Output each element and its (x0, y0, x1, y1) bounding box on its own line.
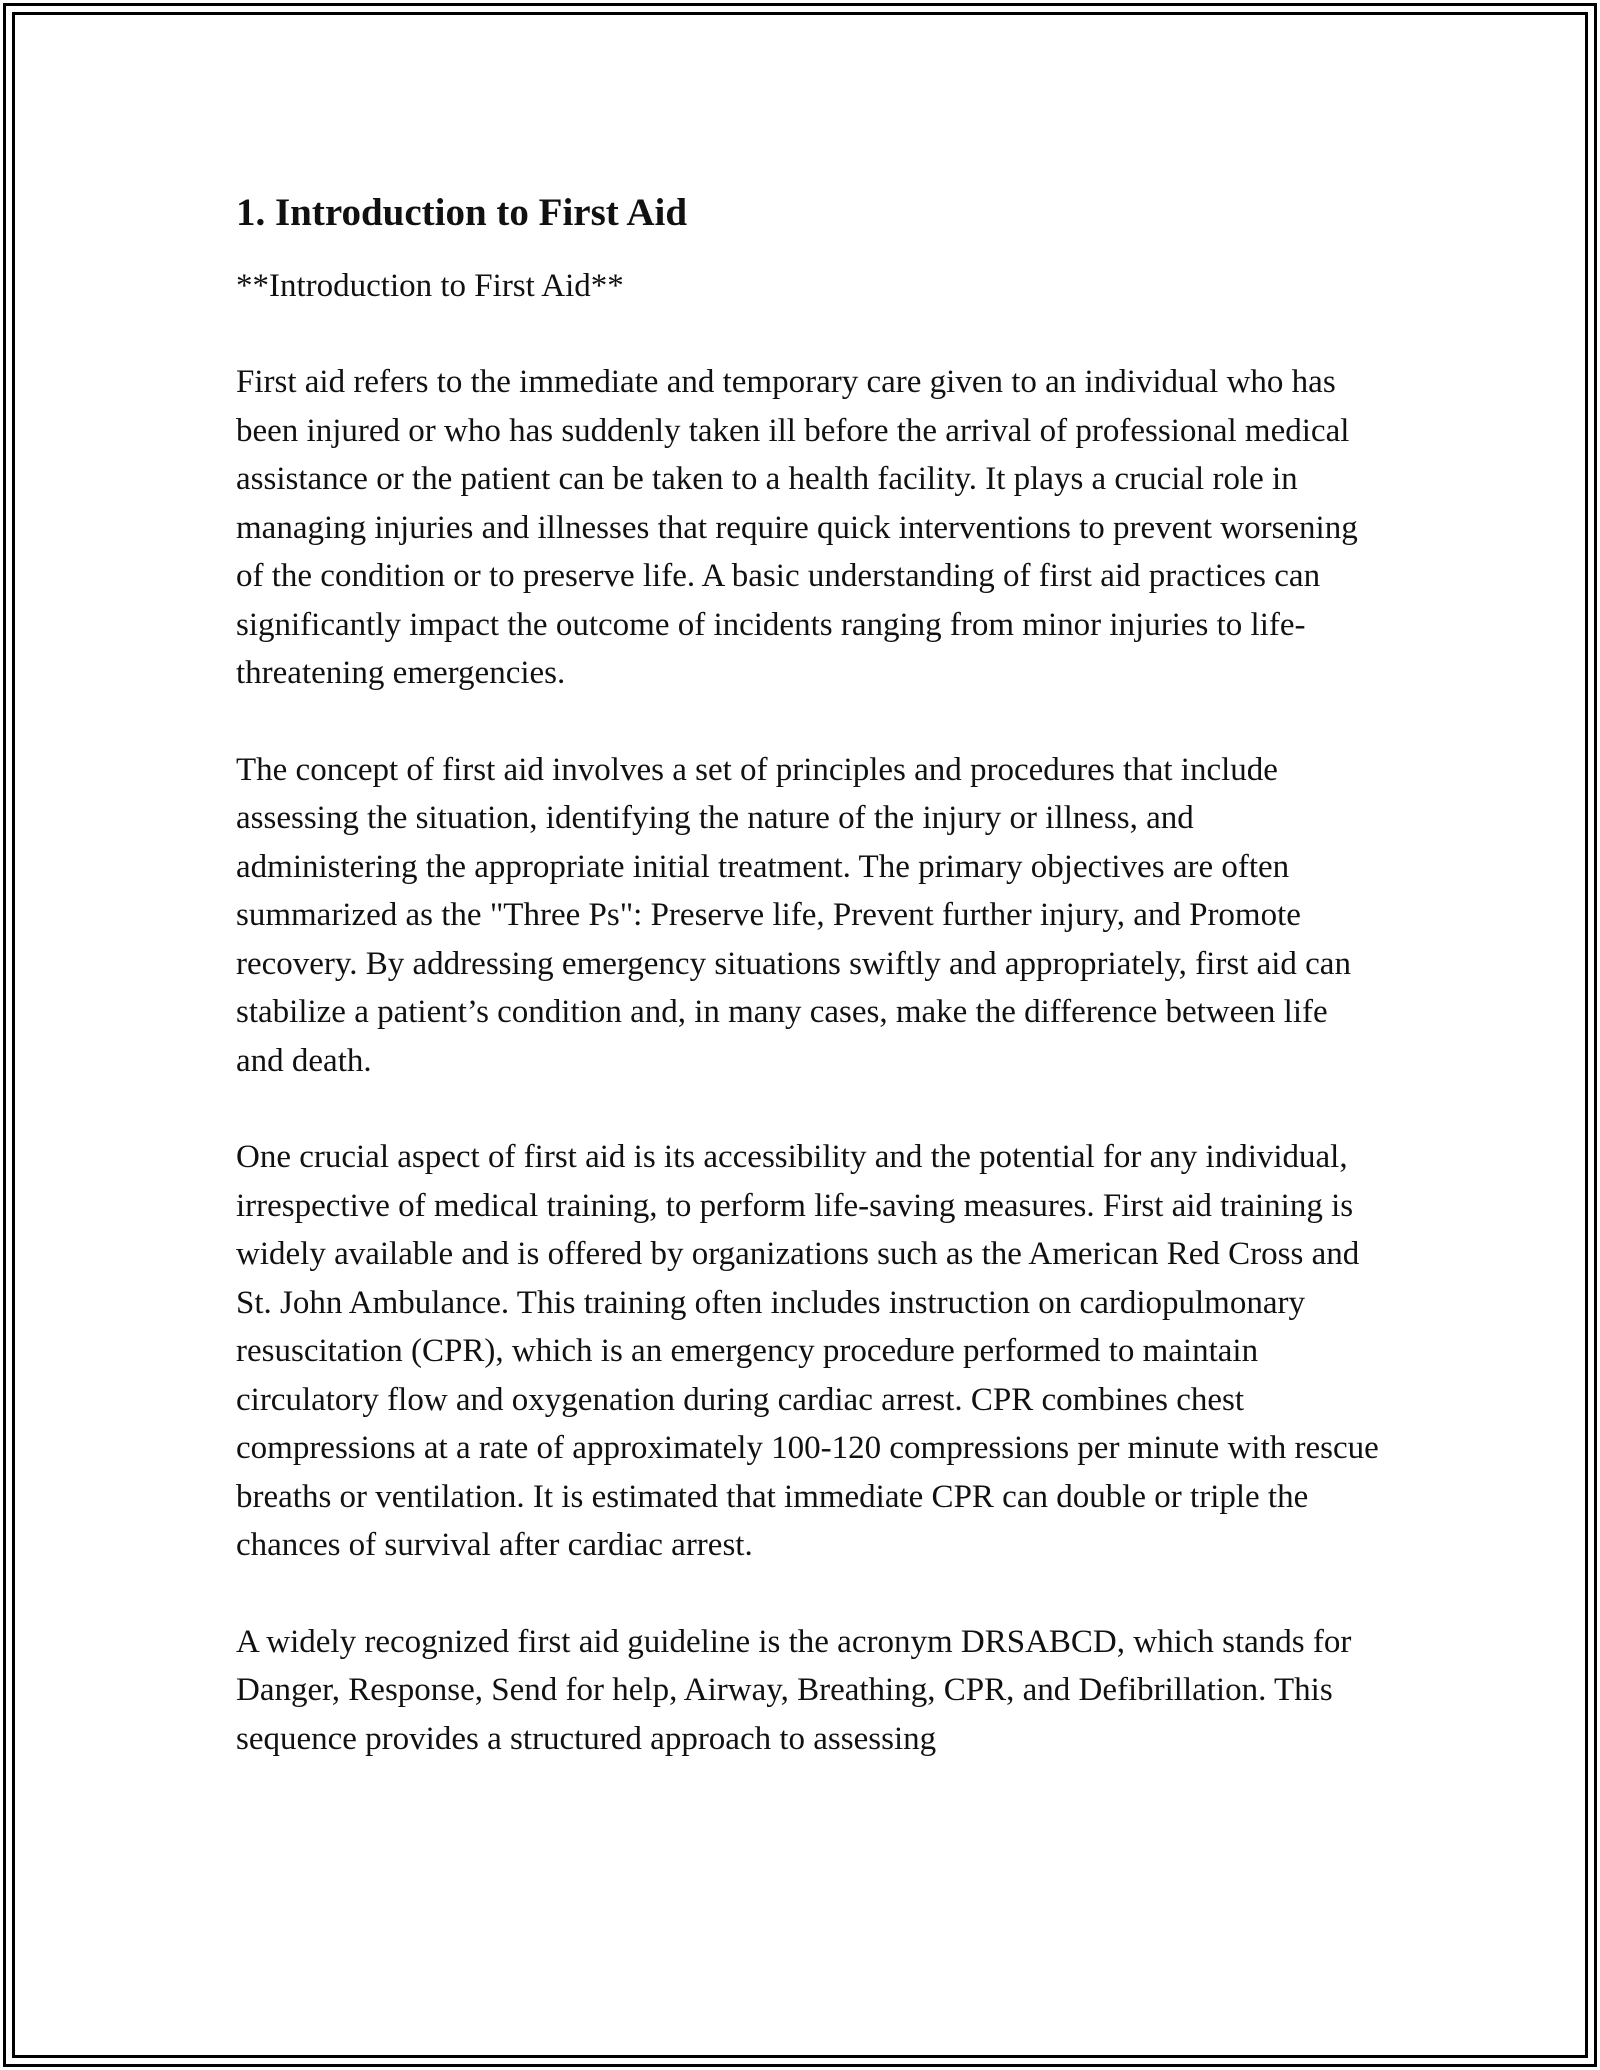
paragraph-accessibility: One crucial aspect of first aid is its accessibility and the potential for any individual, irrespective of medical training, to perform life-saving measures. First aid training is widely available and is offered by organizations such as the American Red Cross and St. John Ambulance. This training often includes instruction on cardiopulmonary resuscitation (CPR), which is an emergency procedure performed to maintain circulatory flow and oxygenation during cardiac arrest. CPR combines chest compressions at a rate of approximately 100-120 compressions per minute with rescue breaths or ventilation. It is estimated that immediate CPR can double or triple the chances of survival after cardiac arrest. (236, 1139, 1379, 1563)
document-body (236, 186, 1381, 1763)
section-heading: 1. Introduction to First Aid (236, 191, 688, 234)
section-subheading: **Introduction to First Aid** (236, 268, 624, 304)
paragraph-drsabcd: A widely recognized first aid guideline is the acronym DRSABCD, which stands for Danger, Response, Send for help, Airway, Breathing, CPR, and Defibrillation. This sequence provides a structured approach to assessing (236, 1623, 1352, 1757)
paragraph-concept: The concept of first aid involves a set of principles and procedures that include assessing the situation, identifying the nature of the injury or illness, and administering the appropriate initial treatment. The primary objectives are often summarized as the "Three Ps": Preserve life, Prevent further injury, and Promote recovery. By addressing emergency situations swiftly and appropriately, first aid can stabilize a patient’s condition and, in many cases, make the difference between life and death. (236, 751, 1351, 1079)
paragraph-intro: First aid refers to the immediate and temporary care given to an individual who has been injured or who has suddenly taken ill before the arrival of professional medical assistance or the patient can be taken to a health facility. It plays a crucial role in managing injuries and illnesses that require quick interventions to prevent worsening of the condition or to preserve life. A basic understanding of first aid practices can significantly impact the outcome of incidents ranging from minor injuries to life-threatening emergencies. (236, 364, 1358, 691)
